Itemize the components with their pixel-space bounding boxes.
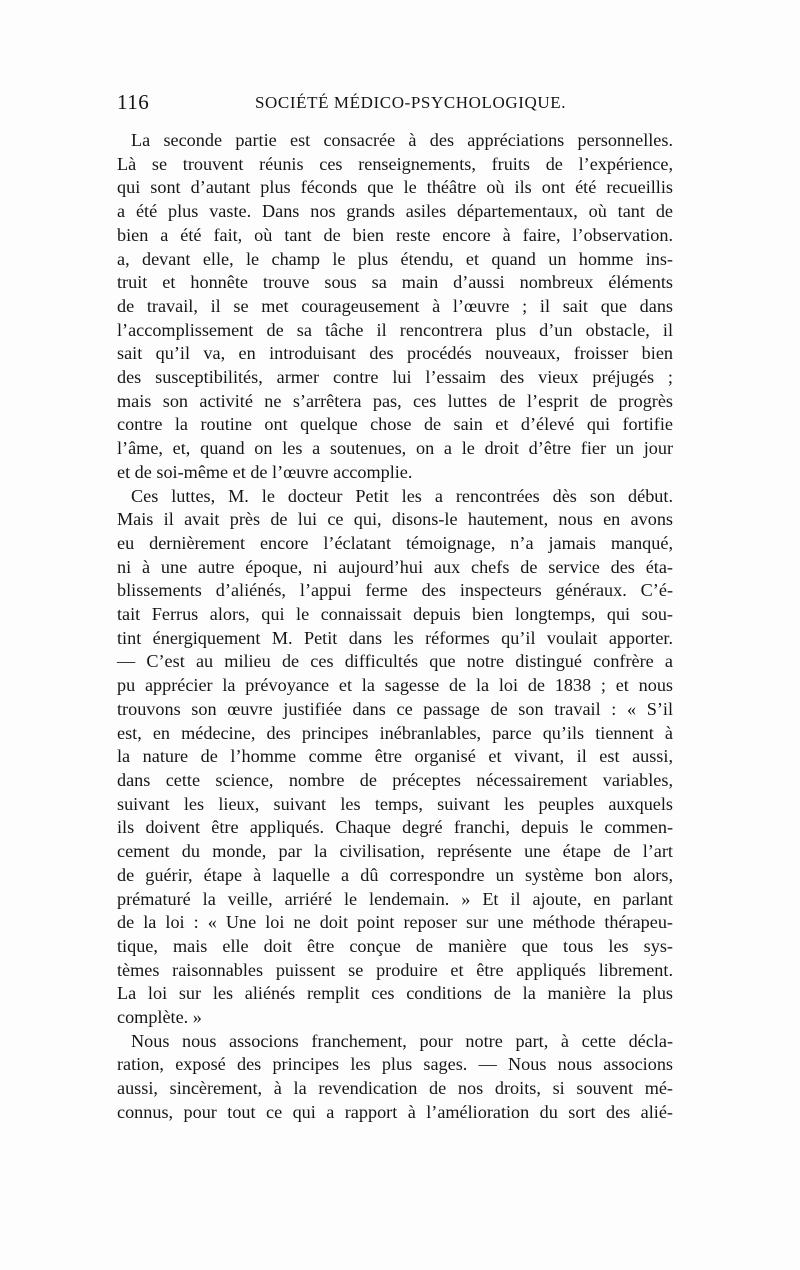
text-line: tèmes raisonnables puissent se produire et être appliqués librement. [117,959,673,980]
text-line: mais son activité ne s’arrêtera pas, ces luttes de l’esprit de progrès [117,390,673,411]
text-line: aussi, sincèrement, à la revendication de nos droits, si souvent mé- [117,1078,673,1099]
text-line: ni à une autre époque, ni aujourd’hui aux chefs de service des éta- [117,556,673,577]
text-line: trouvons son œuvre justifiée dans ce passage de son travail : « S’il [117,698,673,719]
text-line: a été plus vaste. Dans nos grands asiles départementaux, où tant de [117,201,673,222]
text-line: suivant les lieux, suivant les temps, suivant les peuples auxquels [117,793,673,814]
text-line: tait Ferrus alors, qui le connaissait depuis bien longtemps, qui sou- [117,604,673,625]
text-line: dans cette science, nombre de préceptes nécessairement variables, [117,769,673,790]
text-line: eu dernièrement encore l’éclatant témoignage, n’a jamais manqué, [117,532,673,553]
text-line: complète. » [117,1007,202,1028]
text-line: a, devant elle, le champ le plus étendu, et quand un homme ins- [117,248,673,269]
text-line: ration, exposé des principes les plus sages. — Nous nous associons [117,1054,673,1075]
body-text [117,129,673,1125]
text-line: de guérir, étape à laquelle a dû correspondre un système bon alors, [117,864,673,885]
text-line: prématuré la veille, arriéré le lendemain. » Et il ajoute, en parlant [117,888,673,909]
text-line: de la loi : « Une loi ne doit point reposer sur une méthode thérapeu- [117,912,673,933]
page-header [117,90,677,120]
text-line: l’accomplissement de sa tâche il rencontrera plus d’un obstacle, il [117,319,673,340]
text-line: cement du monde, par la civilisation, représente une étape de l’art [117,841,673,862]
text-line: truit et honnête trouve sous sa main d’aussi nombreux éléments [117,272,673,293]
text-line: qui sont d’autant plus féconds que le théâtre où ils ont été recueillis [117,177,673,198]
text-line: Ces luttes, M. le docteur Petit les a rencontrées dès son début. [131,485,673,506]
text-line: blissements d’aliénés, l’appui ferme des inspecteurs généraux. C’é- [117,580,673,601]
text-line: l’âme, et, quand on les a soutenues, on a le droit d’être fier un jour [117,438,673,459]
text-line: bien a été fait, où tant de bien reste encore à faire, l’observation. [117,224,673,245]
text-line: Nous nous associons franchement, pour notre part, à cette décla- [131,1030,673,1051]
text-line: des susceptibilités, armer contre lui l’essaim des vieux préjugés ; [117,367,673,388]
text-line: tique, mais elle doit être conçue de manière que tous les sys- [117,935,673,956]
text-line: connus, pour tout ce qui a rapport à l’amélioration du sort des alié- [117,1101,673,1122]
text-line: la nature de l’homme comme être organisé et vivant, il est aussi, [117,746,673,767]
text-line: de travail, il se met courageusement à l’œuvre ; il sait que dans [117,295,673,316]
page-number: 116 [117,90,150,114]
text-line: contre la routine ont quelque chose de sain et d’élevé qui fortifie [117,414,673,435]
text-line: La seconde partie est consacrée à des appréciations personnelles. [131,130,673,150]
text-line: ils doivent être appliqués. Chaque degré franchi, depuis le commen- [117,817,673,838]
text-line: La loi sur les aliénés remplit ces conditions de la manière la plus [117,983,673,1004]
text-line: tint énergiquement M. Petit dans les réformes qu’il voulait apporter. [117,627,673,648]
text-line: est, en médecine, des principes inébranlables, parce qu’ils tiennent à [117,722,673,743]
text-line: et de soi-même et de l’œuvre accomplie. [117,461,413,482]
text-line: — C’est au milieu de ces difficultés que notre distingué confrère a [117,651,673,672]
text-line: pu apprécier la prévoyance et la sagesse de la loi de 1838 ; et nous [117,675,673,696]
running-title: SOCIÉTÉ MÉDICO-PSYCHOLOGIQUE. [255,93,567,112]
text-line: Là se trouvent réunis ces renseignements, fruits de l’expérience, [117,153,673,174]
text-line: Mais il avait près de lui ce qui, disons-le hautement, nous en avons [117,509,673,530]
text-line: sait qu’il va, en introduisant des procédés nouveaux, froisser bien [117,343,673,364]
